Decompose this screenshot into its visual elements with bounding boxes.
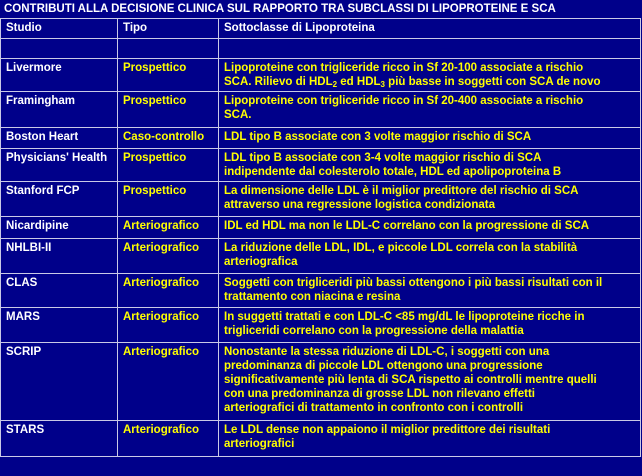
row-tipo: Prospettico <box>118 149 219 182</box>
row-studio: SCRIP <box>1 343 118 421</box>
row-sottoclasse: LDL tipo B associate con 3-4 volte maggior rischio di SCA indipendente dal colesterolo totale, HDL ed apolipoproteina B <box>219 149 641 182</box>
table-row <box>1 217 641 239</box>
row-studio: Boston Heart <box>1 128 118 149</box>
table-row <box>1 59 641 92</box>
page-title: CONTRIBUTI ALLA DECISIONE CLINICA SUL RAPPORTO TRA SUBCLASSI DI LIPOPROTEINE E SCA <box>0 0 642 18</box>
row-tipo: Prospettico <box>118 92 219 128</box>
row-tipo: Arteriografico <box>118 343 219 421</box>
table-row <box>1 92 641 128</box>
row-sottoclasse: Lipoproteine con trigliceride ricco in Sf 20-400 associate a rischio SCA. <box>219 92 641 128</box>
row-studio: STARS <box>1 421 118 457</box>
row-tipo: Prospettico <box>118 182 219 217</box>
row-sottoclasse: Le LDL dense non appaiono il miglior predittore dei risultati arteriografici <box>219 421 641 457</box>
table-row <box>1 274 641 308</box>
table-row <box>1 149 641 182</box>
table-row <box>1 308 641 343</box>
row-studio: Framingham <box>1 92 118 128</box>
row-sottoclasse: Soggetti con trigliceridi più bassi ottengono i più bassi risultati con il trattamento con niacina e resina <box>219 274 641 308</box>
row-studio: Livermore <box>1 59 118 92</box>
table-spacer-row <box>1 39 641 59</box>
header-tipo: Tipo <box>118 19 219 39</box>
row-studio: CLAS <box>1 274 118 308</box>
row-tipo: Arteriografico <box>118 274 219 308</box>
table-row <box>1 128 641 149</box>
row-studio: Nicardipine <box>1 217 118 239</box>
row-sottoclasse: LDL tipo B associate con 3 volte maggior rischio di SCA <box>219 128 641 149</box>
row-sottoclasse: In suggetti trattati e con LDL-C <85 mg/dL le lipoproteine ricche in trigliceridi correlano con la progressione della malattia <box>219 308 641 343</box>
table-row <box>1 182 641 217</box>
row-studio: NHLBI-II <box>1 239 118 274</box>
row-studio: MARS <box>1 308 118 343</box>
table-row <box>1 343 641 421</box>
row-tipo: Arteriografico <box>118 217 219 239</box>
row-tipo: Arteriografico <box>118 421 219 457</box>
row-tipo: Caso-controllo <box>118 128 219 149</box>
header-sottoclasse: Sottoclasse di Lipoproteina <box>219 19 641 39</box>
row-sottoclasse: Lipoproteine con trigliceride ricco in Sf 20-100 associate a rischio SCA. Rilievo di $HDL_2$ ed $HDL_3$ più basse in soggetti con SCA de novo <box>219 59 641 92</box>
row-tipo: Arteriografico <box>118 308 219 343</box>
row-studio: Physicians' Health <box>1 149 118 182</box>
table-header-row <box>1 19 641 39</box>
header-studio: Studio <box>1 19 118 39</box>
row-sottoclasse: La dimensione delle LDL è il miglior predittore del rischio di SCA attraverso una regressione logistica condizionata <box>219 182 641 217</box>
row-sottoclasse: La riduzione delle LDL, IDL, e piccole LDL correla con la stabilità arteriografica <box>219 239 641 274</box>
table-row <box>1 239 641 274</box>
row-sottoclasse: IDL ed HDL ma non le LDL-C correlano con la progressione di SCA <box>219 217 641 239</box>
row-tipo: Prospettico <box>118 59 219 92</box>
row-studio: Stanford FCP <box>1 182 118 217</box>
lipoprotein-table <box>0 18 641 457</box>
row-sottoclasse: Nonostante la stessa riduzione di LDL-C, i soggetti con una predominanza di piccole LDL ottengono una progressione significativamente più lenta di SCA rispetto ai controlli mentre quelli con una predominanza di grosse LDL non rilevano effetti arteriografici di trattamento in confronto con i controlli <box>219 343 641 421</box>
table-row <box>1 421 641 457</box>
row-tipo: Arteriografico <box>118 239 219 274</box>
